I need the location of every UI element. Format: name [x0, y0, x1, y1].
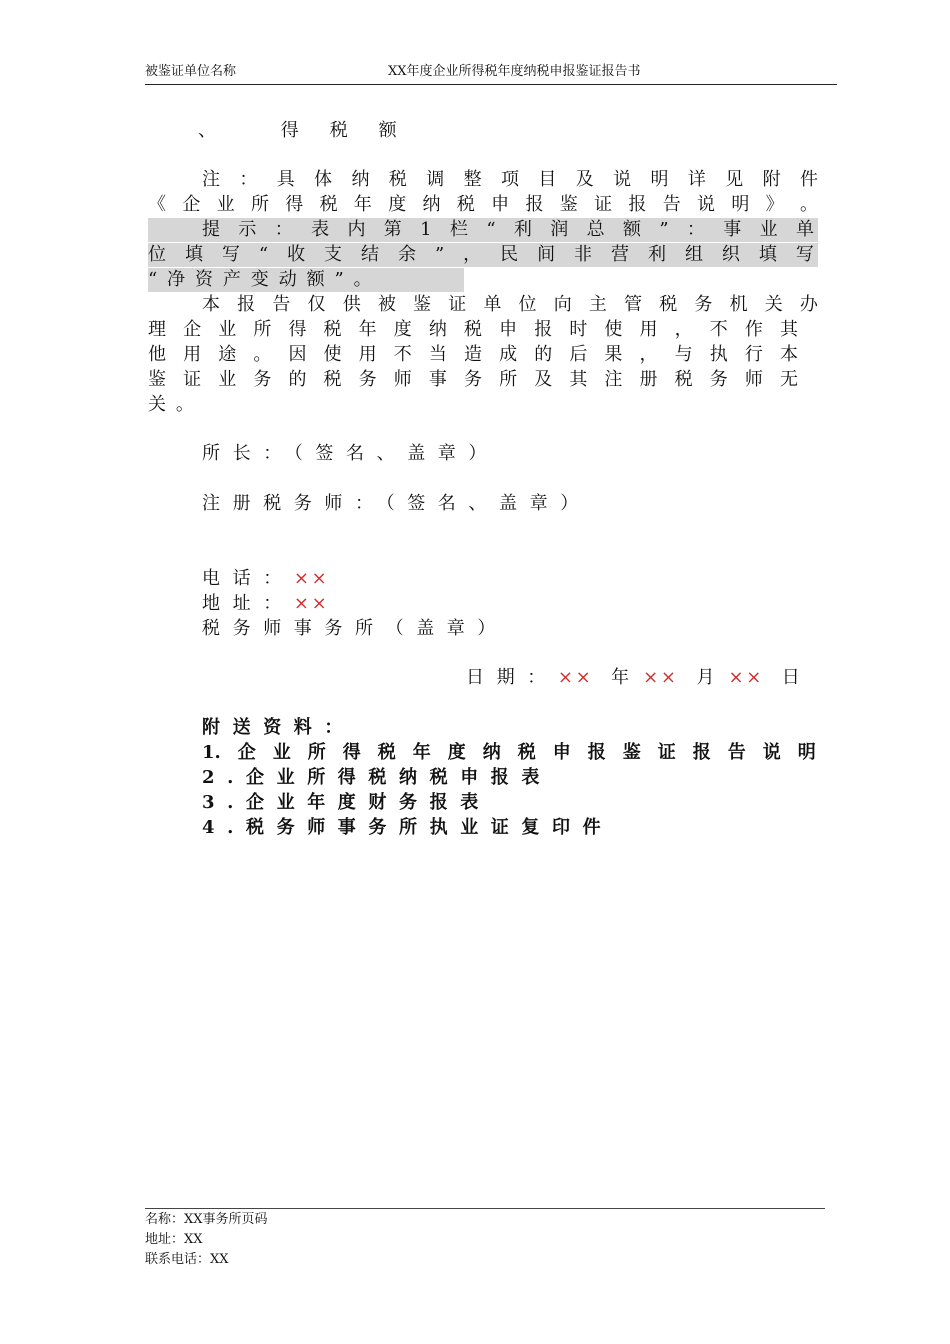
date-row — [466, 666, 800, 690]
attachment-item-1: 1. 企 业 所 得 税 年 度 纳 税 申 报 鉴 证 报 告 说 明 — [202, 742, 816, 763]
usage-line-3: 他 用 途 。 因 使 用 不 当 造 成 的 后 果 ， 与 执 行 本 — [148, 344, 798, 365]
tip-line-3: “净资产变动额”。 — [148, 268, 464, 292]
address-value: ×× — [293, 593, 330, 614]
attachment-item-4: 4.税务师事务所执业证复印件 — [202, 817, 614, 838]
usage-line-1: 本 报 告 仅 供 被 鉴 证 单 位 向 主 管 税 务 机 关 办 — [202, 294, 818, 315]
note-line-2: 《 企 业 所 得 税 年 度 纳 税 申 报 鉴 证 报 告 说 明 》 。 — [148, 194, 818, 215]
date-day-value: ×× — [728, 667, 765, 688]
phone-value: ×× — [293, 568, 330, 589]
date-day-unit: 日 — [781, 667, 800, 688]
usage-line-5: 关。 — [148, 394, 204, 415]
address-row — [202, 592, 329, 616]
tip-line-1: 提 示 ： 表 内 第 1 栏 “ 利 润 总 额 ” ： 事 业 单 — [148, 218, 818, 242]
date-month-unit: 月 — [696, 667, 715, 688]
date-month-value: ×× — [643, 667, 679, 688]
address-label: 地址： — [202, 593, 294, 614]
date-year-unit: 年 — [611, 667, 630, 688]
date-label: 日期： — [466, 667, 558, 688]
attachment-item-2: 2.企业所得税纳税申报表 — [202, 767, 552, 788]
phone-row — [202, 567, 329, 591]
usage-line-4: 鉴 证 业 务 的 税 务 师 事 务 所 及 其 注 册 税 务 师 无 — [148, 369, 798, 390]
tax-agent-signature: 注册税务师：（签名、盖章） — [202, 493, 591, 514]
director-signature: 所长：（签名、盖章） — [202, 443, 499, 464]
header-unit-name: 被鉴证单位名称 — [145, 64, 237, 79]
date-year-value: ×× — [557, 667, 594, 688]
header-rule — [145, 84, 837, 85]
note-line-1: 注 ： 具 体 纳 税 调 整 项 目 及 说 明 详 见 附 件 — [202, 169, 818, 190]
header-report-title: XX年度企业所得税年度纳税申报鉴证报告书 — [388, 64, 641, 79]
footer-name: 名称：XX事务所页码 — [145, 1212, 268, 1227]
footer-rule — [145, 1208, 825, 1209]
footer-phone: 联系电话：XX — [145, 1252, 229, 1267]
section-heading: 、 得 税 额 — [198, 120, 410, 141]
footer-address: 地址：XX — [145, 1232, 203, 1247]
attachments-title: 附送资料： — [202, 717, 355, 738]
phone-label: 电话： — [202, 568, 294, 589]
usage-line-2: 理 企 业 所 得 税 年 度 纳 税 申 报 时 使 用 ， 不 作 其 — [148, 319, 798, 340]
firm-seal: 税务师事务所（盖章） — [202, 618, 508, 639]
attachment-item-3: 3.企业年度财务报表 — [202, 792, 491, 813]
tip-line-2: 位 填 写 “ 收 支 结 余 ” ， 民 间 非 营 利 组 织 填 写 — [148, 243, 818, 267]
